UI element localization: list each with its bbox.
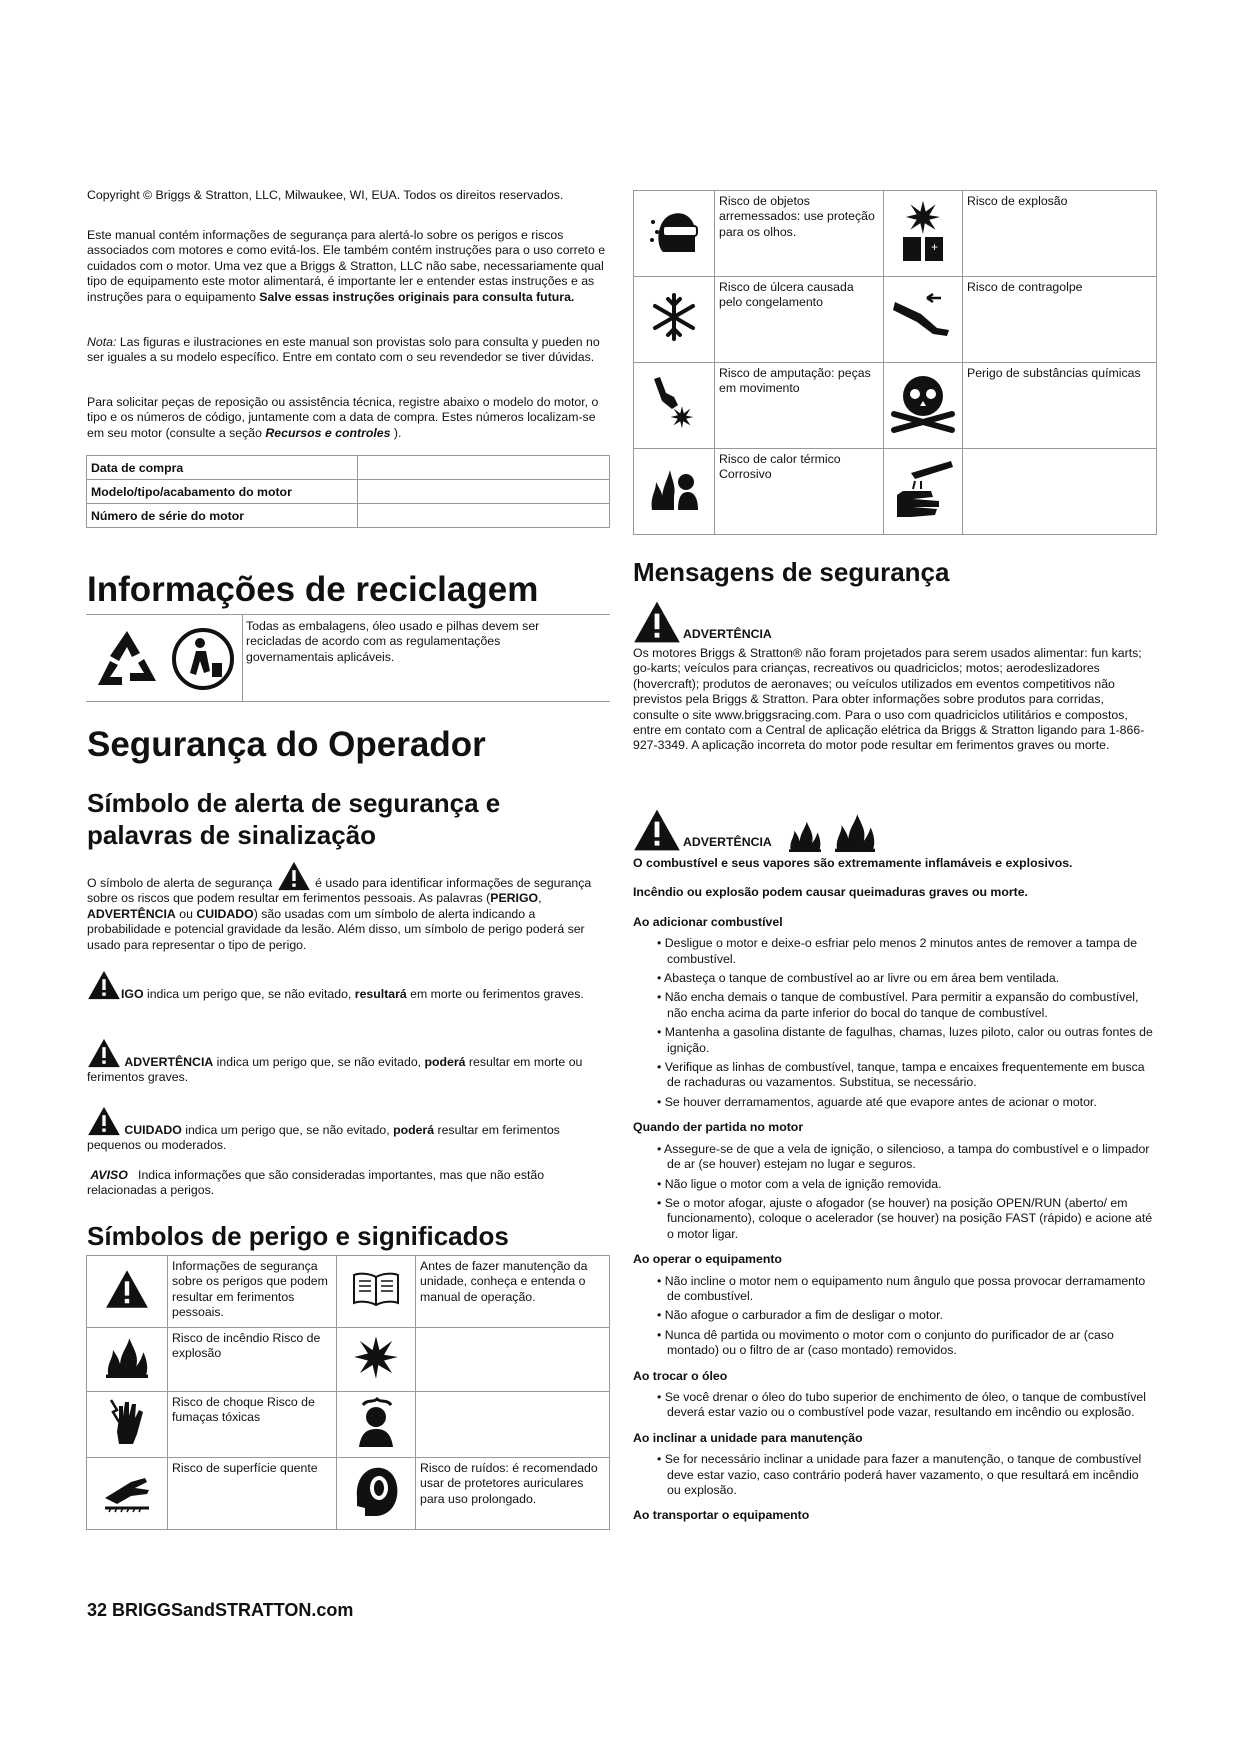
hazard-desc: Risco de amputação: peças em movimento: [715, 363, 884, 449]
aviso-text: Indica informações que são consideradas importantes, mas que não estão relacionadas a perigos.: [87, 1168, 545, 1198]
alert-text-c: ) são usadas com um símbolo de alerta indicando a probabilidade e potencial gravidade da lesão. Além disso, um símbolo de perigo poderá ser usado para representar o tipo de perigo.: [87, 906, 585, 952]
hazard-icon-cell: [634, 191, 715, 277]
list-item: • Não incline o motor nem o equipamento num ângulo que possa provocar derramamento de combustível.: [633, 1274, 1153, 1305]
alert-text-a: O símbolo de alerta de segurança: [87, 876, 273, 890]
word-perigo: PERIGO: [490, 891, 539, 906]
list-item: • Se for necessário inclinar a unidade para fazer a manutenção, o tanque de combustível deve estar vazio, caso contrário poderá haver vazamento, o que resultará em incêndio ou explosão.: [633, 1452, 1153, 1498]
record-value[interactable]: [358, 456, 610, 480]
advertencia-word: ADVERTÊNCIA: [124, 1055, 214, 1069]
start-heading: Quando der partida no motor: [633, 1120, 804, 1135]
table-row: [87, 1328, 610, 1392]
advertencia-bold: poderá: [424, 1055, 466, 1069]
hazard-icon-cell: [634, 277, 715, 363]
eye-protection-icon: [649, 208, 699, 254]
record-table: [86, 455, 610, 528]
battery-explosion-icon: [895, 199, 951, 263]
fuel-heading: Ao adicionar combustível: [633, 914, 783, 929]
table-row: [634, 191, 1157, 277]
empty-cell: [416, 1392, 610, 1458]
safety-alert-icon: [276, 861, 312, 891]
note-text: Las figuras e ilustraciones en este manual son provistas solo para consulta y pueden no ser iguales a su modelo específico. Entre em contato com o seu revendedor se tiver dúvidas.: [87, 335, 600, 365]
frostbite-icon: [649, 292, 699, 342]
hazard-desc: Informações de segurança sobre os perigos que podem resultar em ferimentos pessoais.: [168, 1256, 337, 1328]
list-item: • Verifique as linhas de combustível, tanque, tampa e encaixes frequentemente em busca de rachaduras ou vazamentos. Substitua, se necessário.: [633, 1060, 1153, 1091]
table-row: [634, 363, 1157, 449]
cuidado-alert-icon: [87, 1106, 121, 1136]
tilt-heading: Ao inclinar a unidade para manutenção: [633, 1430, 863, 1445]
fuel-list: [633, 936, 1153, 1110]
hazard-icon-cell: [884, 449, 963, 535]
hazard-desc: Antes de fazer manutenção da unidade, conheça e entenda o manual de operação.: [416, 1256, 610, 1328]
warning-block-2: [633, 808, 1153, 1530]
recycling-box: [86, 614, 610, 702]
start-list: [633, 1142, 1153, 1242]
hazard-icon-cell: [87, 1458, 168, 1530]
list-item: • Abasteça o tanque de combustível ao ar livre ou em área bem ventilada.: [633, 971, 1153, 986]
hazard-desc: Risco de calor térmico Corrosivo: [715, 449, 884, 535]
fire-icon: [100, 1336, 154, 1378]
recycling-icons: [86, 615, 243, 701]
note-label: Nota:: [87, 335, 117, 349]
hazard-desc: Risco de objetos arremessados: use proteção para os olhos.: [715, 191, 884, 277]
record-label: Data de compra: [87, 456, 358, 480]
hazard-desc: Risco de contragolpe: [963, 277, 1157, 363]
perigo-alert-icon: [87, 970, 121, 1000]
word-cuidado: CUIDADO: [196, 906, 254, 921]
warning-block-1: [633, 600, 1153, 754]
recycle-icon: [92, 627, 162, 691]
table-row: [634, 449, 1157, 535]
operate-heading: Ao operar o equipamento: [633, 1252, 782, 1267]
word-advertencia: ADVERTÊNCIA: [87, 906, 176, 921]
list-item: • Desligue o motor e deixe-o esfriar pelo menos 2 minutos antes de remover a tampa de combustível.: [633, 936, 1153, 967]
warning-text: Os motores Briggs & Stratton® não foram projetados para serem usados alimentar: fun karts; go-karts; veículos para crianças, recreativos ou quadriciclos; motos; aerodeslizadores (hovercraft); produtos de aeronaves; ou veículos utilizados em eventos competitivos não previstos pela Briggs & Stratton. Para obter informações sobre produtos para corridas, consulte o site www.briggsracing.com. Para o uso com quadriciclos utilitários e compostos, entre em contato com a Central de aplicação elétrica da Briggs & Stratton ligando para 1-866-927-3349. A aplicação incorreta do motor pode resultar em ferimentos graves ou morte.: [633, 646, 1145, 753]
operator-title: Segurança do Operador: [87, 725, 486, 764]
hazard-icon-cell: [884, 191, 963, 277]
tidyman-icon: [170, 627, 236, 691]
hazard-desc: Perigo de substâncias químicas: [963, 363, 1157, 449]
hazard-symbols-table: [86, 1255, 610, 1530]
skull-chemical-icon: [890, 372, 956, 434]
cuidado-word: CUIDADO: [124, 1123, 182, 1137]
warning-word: ADVERTÊNCIA: [683, 626, 772, 641]
safety-alert-icon: [105, 1269, 149, 1309]
copyright: [87, 188, 610, 203]
aviso-definition: [87, 1168, 610, 1199]
cuidado-bold: poderá: [393, 1123, 435, 1137]
list-item: • Mantenha a gasolina distante de fagulhas, chamas, luzes piloto, calor ou outras fontes de ignição.: [633, 1025, 1153, 1056]
right-hazard-table: [633, 190, 1157, 535]
alert-subtitle: Símbolo de alerta de segurança e palavras de sinalização: [87, 788, 501, 850]
table-row: [87, 1458, 610, 1530]
hazard-icon-cell: [87, 1328, 168, 1392]
electric-shock-icon: [105, 1396, 149, 1448]
table-row: [87, 1392, 610, 1458]
table-row: [87, 480, 610, 504]
hazard-icon-cell: [634, 363, 715, 449]
advertencia-alert-icon: [87, 1038, 121, 1068]
perigo-text-2: em morte ou ferimentos graves.: [410, 987, 584, 1001]
svg-text:+: +: [931, 240, 939, 255]
cuidado-text-1: indica um perigo que, se não evitado,: [185, 1123, 390, 1137]
hazard-icon-cell: [87, 1392, 168, 1458]
parts-paragraph: [87, 395, 610, 441]
tilt-list: [633, 1452, 1153, 1498]
empty-cell: [416, 1328, 610, 1392]
perigo-text-1: indica um perigo que, se não evitado,: [146, 987, 352, 1001]
warning-alert-icon: [633, 600, 681, 644]
hearing-protection-icon: [351, 1464, 401, 1518]
warning-word: ADVERTÊNCIA: [683, 834, 772, 849]
page-footer: 32 BRIGGSandSTRATTON.com: [87, 1600, 354, 1620]
operate-list: [633, 1274, 1153, 1359]
record-value[interactable]: [358, 504, 610, 528]
table-row: [634, 277, 1157, 363]
hazard-icon-cell: [337, 1392, 416, 1458]
copyright-text: Copyright © Briggs & Stratton, LLC, Milwaukee, WI, EUA. Todos os direitos reservados.: [87, 188, 564, 202]
record-label: Modelo/tipo/acabamento do motor: [87, 480, 358, 504]
perigo-definition: [87, 970, 610, 1002]
hazard-icon-cell: [634, 449, 715, 535]
note-paragraph: [87, 335, 610, 366]
cuidado-definition: [87, 1106, 610, 1154]
parts-text: Para solicitar peças de reposição ou assistência técnica, registre abaixo o modelo do motor, o tipo e os números de código, juntamente com a data de compra. Estes números localizam-se em seu motor (consulte a seção: [87, 395, 599, 440]
transport-heading: Ao transportar o equipamento: [633, 1508, 810, 1523]
hazard-desc: Risco de explosão: [963, 191, 1157, 277]
flame-icon: [786, 820, 824, 852]
advertencia-text-2: resultar em morte ou ferimentos graves.: [87, 1055, 583, 1085]
corrosive-icon: [891, 459, 955, 519]
list-item: • Não encha demais o tanque de combustível. Para permitir a expansão do combustível, não encha acima da parte inferior do bocal do tanque de combustível.: [633, 990, 1153, 1021]
table-row: [87, 456, 610, 480]
list-item: • Se o motor afogar, ajuste o afogador (se houver) na posição OPEN/RUN (aberto/ em funcionamento), coloque o acelerador (se houver) na posição FAST (rápido) e acione até o motor ligar.: [633, 1196, 1153, 1242]
list-item: • Nunca dê partida ou movimento o motor com o conjunto do purificador de ar (caso montado) ou o filtro de ar (caso montado) removidos.: [633, 1328, 1153, 1359]
list-item: • Se houver derramamentos, aguarde até que evapore antes de acionar o motor.: [633, 1095, 1153, 1110]
advertencia-text-1: indica um perigo que, se não evitado,: [216, 1055, 422, 1069]
table-row: [87, 504, 610, 528]
hazard-icon-cell: [337, 1328, 416, 1392]
parts-link[interactable]: Recursos e controles: [265, 425, 391, 440]
perigo-bold: resultará: [354, 987, 407, 1001]
oil-list: [633, 1390, 1153, 1421]
recycling-title: Informações de reciclagem: [87, 570, 539, 609]
hazard-desc: Risco de ruídos: é recomendado usar de protetores auriculares para uso prolongado.: [416, 1458, 610, 1530]
hazard-symbols-title: Símbolos de perigo e significados: [87, 1221, 509, 1251]
record-value[interactable]: [358, 480, 610, 504]
table-row: [87, 1256, 610, 1328]
intro-text: Este manual contém informações de segurança para alertá-lo sobre os perigos e riscos associados com motores e como evitá-los. Ele também contém instruções para o uso correto e cuidados com o motor. Uma vez que a Briggs & Stratton, LLC não sabe, necessariamente qual tipo de equipamento este motor alimentará, é importante ler e entender estas instruções e as instruções para o equipamento: [87, 228, 606, 304]
word-ou: ou: [179, 906, 193, 921]
aviso-word: AVISO: [90, 1168, 128, 1182]
alert-paragraph: O símbolo de alerta de segurança é usado para identificar informações de segurança sobre os riscos que podem resultar em ferimentos pessoais. As palavras (PERIGO, ADVERTÊNCIA ou CUIDADO) são usadas com um símbolo de alerta indicando a probabilidade e potencial gravidade da lesão. Além disso, um símbolo de perigo poderá ser usado para representar o tipo de perigo.: [87, 876, 610, 953]
warning-line-2: Incêndio ou explosão podem causar queimaduras graves ou morte.: [633, 885, 1028, 900]
hazard-desc: Risco de superfície quente: [168, 1458, 337, 1530]
fire-icon: [830, 812, 880, 852]
manual-book-icon: [351, 1269, 401, 1309]
thermal-burn-icon: [648, 466, 700, 512]
empty-cell: [963, 449, 1157, 535]
hazard-icon-cell: [337, 1458, 416, 1530]
oil-heading: Ao trocar o óleo: [633, 1368, 728, 1383]
list-item: • Assegure-se de que a vela de ignição, o silencioso, a tampa do combustível e o limpador de ar (se houver) estejam no lugar e seguros.: [633, 1142, 1153, 1173]
hazard-desc: Risco de úlcera causada pelo congelamento: [715, 277, 884, 363]
hot-surface-icon: [101, 1468, 153, 1514]
toxic-fumes-icon: [353, 1395, 399, 1449]
intro-paragraph: [87, 228, 610, 305]
advertencia-definition: [87, 1038, 610, 1086]
intro-bold: Salve essas instruções originais para consulta futura.: [259, 289, 575, 304]
kickback-icon: [891, 292, 955, 342]
cuidado-text-2: resultar em ferimentos pequenos ou moderados.: [87, 1123, 560, 1153]
hazard-desc: Risco de choque Risco de fumaças tóxicas: [168, 1392, 337, 1458]
hazard-desc: Risco de incêndio Risco de explosão: [168, 1328, 337, 1392]
safety-messages-title: Mensagens de segurança: [633, 557, 950, 587]
alert-text-b: é usado para identificar informações de segurança sobre os riscos que podem resultar em ferimentos pessoais. As palavras (: [87, 876, 592, 906]
list-item: • Se você drenar o óleo do tubo superior de enchimento de óleo, o tanque de combustível deverá estar vazio ou o combustível pode vazar, resultando em incêndio ou explosão.: [633, 1390, 1153, 1421]
list-item: • Não ligue o motor com a vela de ignição removida.: [633, 1177, 1153, 1192]
hazard-icon-cell: [884, 363, 963, 449]
amputation-icon: [650, 375, 698, 431]
parts-end: ).: [393, 425, 402, 440]
recycling-text: Todas as embalagens, óleo usado e pilhas devem ser recicladas de acordo com as regulamentações governamentais aplicáveis.: [246, 619, 540, 664]
explosion-icon: [353, 1334, 399, 1380]
record-label: Número de série do motor: [87, 504, 358, 528]
perigo-word: IGO: [121, 987, 144, 1001]
warning-line-1: O combustível e seus vapores são extremamente inflamáveis e explosivos.: [633, 856, 1073, 870]
hazard-icon-cell: [87, 1256, 168, 1328]
hazard-icon-cell: [337, 1256, 416, 1328]
hazard-icon-cell: [884, 277, 963, 363]
list-item: • Não afogue o carburador a fim de desligar o motor.: [633, 1308, 1153, 1323]
warning-alert-icon: [633, 808, 681, 852]
